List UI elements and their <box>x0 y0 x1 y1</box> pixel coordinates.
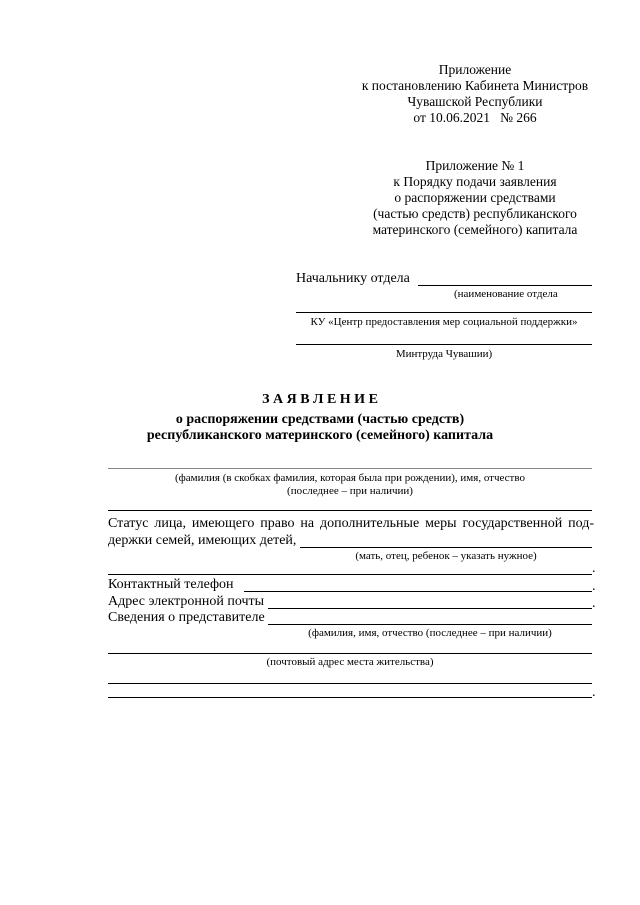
address-hint: (почтовый адрес места жительства) <box>266 656 434 668</box>
department-line-2[interactable] <box>296 312 592 313</box>
title-sub-1: о распоряжении средствами (частью средств) <box>175 412 465 427</box>
appendix-header <box>340 158 610 238</box>
appendix-line-3: о распоряжении средствами <box>394 190 556 205</box>
phone-field[interactable] <box>244 591 592 592</box>
fio-field[interactable] <box>108 468 592 469</box>
fio-hint-1: (фамилия (в скобках фамилия, которая была при рождении), имя, отчество <box>174 472 525 484</box>
department-line-3[interactable] <box>296 344 592 345</box>
status-hint: (мать, отец, ребенок – указать нужное) <box>355 550 537 562</box>
email-label: Адрес электронной почты <box>108 594 265 609</box>
appendix-line-4: (частью средств) республиканского <box>373 206 577 221</box>
appendix-line-5: материнского (семейного) капитала <box>372 222 578 237</box>
addressee-label: Начальнику отдела <box>296 271 410 286</box>
title-heading: З А Я В Л Е Н И Е <box>262 392 378 407</box>
fio-hint-2: (последнее – при наличии) <box>287 485 413 497</box>
status-text-1: Статус лица, имеющего право на дополнительные меры государственной под- <box>108 516 594 531</box>
title-sub-2: республиканского материнского (семейного) капитала <box>146 428 494 443</box>
status-field[interactable] <box>300 547 592 548</box>
address-field-2[interactable] <box>108 697 592 698</box>
header-line-2: к постановлению Кабинета Министров <box>361 78 589 93</box>
department-hint: (наименование отдела <box>454 288 558 300</box>
address-field-1[interactable] <box>108 683 592 684</box>
appendix-line-2: к Порядку подачи заявления <box>393 174 557 189</box>
phone-dot: . <box>592 579 596 594</box>
appendix-line-1: Приложение № 1 <box>425 158 525 173</box>
org-line-2: Минтруда Чувашии) <box>395 348 493 360</box>
status-field-2[interactable] <box>108 574 592 575</box>
representative-label: Сведения о представителе <box>108 610 265 625</box>
email-field[interactable] <box>268 608 592 609</box>
status-end-dot: . <box>592 561 596 576</box>
header-line-4: от 10.06.2021 № 266 <box>413 110 537 125</box>
approval-header <box>340 62 610 126</box>
address-dot: . <box>592 685 596 700</box>
document-title <box>100 392 540 444</box>
representative-field[interactable] <box>268 624 592 625</box>
header-line-3: Чувашской Республики <box>407 94 543 109</box>
fio-field-2[interactable] <box>108 510 592 511</box>
phone-label: Контактный телефон <box>108 577 234 592</box>
representative-hint: (фамилия, имя, отчество (последнее – при наличии) <box>308 627 552 639</box>
org-line-1: КУ «Центр предоставления мер социальной поддержки» <box>310 316 578 328</box>
header-line-1: Приложение <box>438 62 512 77</box>
status-text-2: держки семей, имеющих детей, <box>108 533 297 548</box>
email-dot: . <box>592 596 596 611</box>
representative-field-2[interactable] <box>108 653 592 654</box>
department-name-field[interactable] <box>418 285 592 286</box>
